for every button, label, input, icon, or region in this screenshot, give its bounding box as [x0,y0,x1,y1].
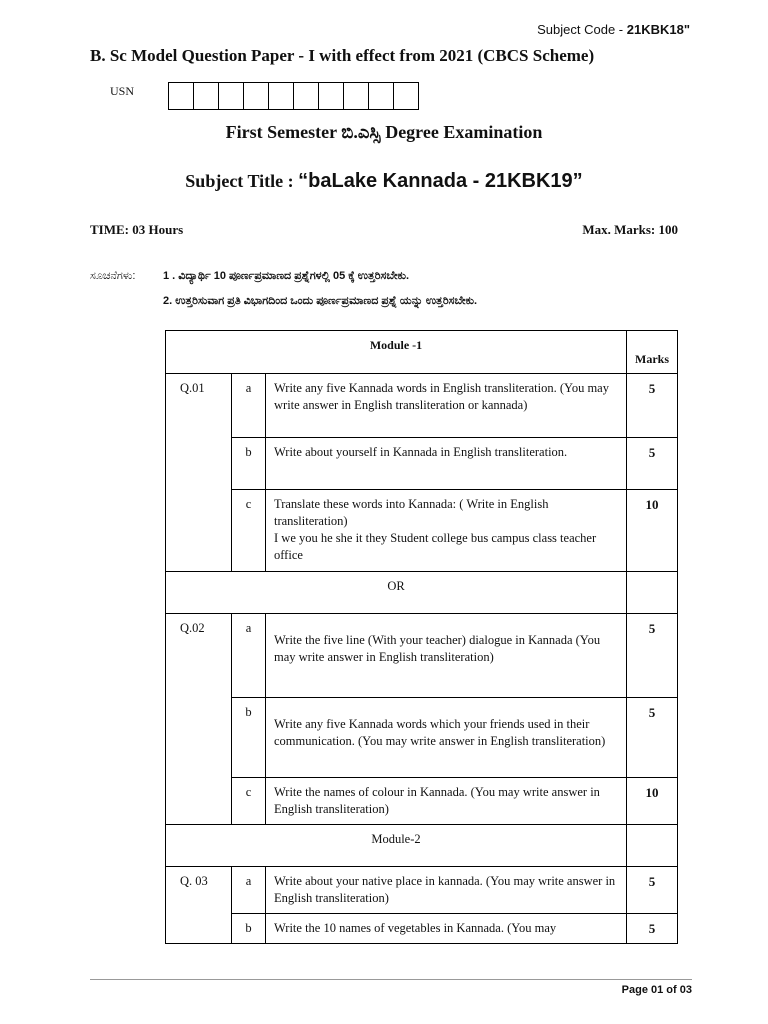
table-row [166,614,678,698]
subject-title-label: Subject Title : [185,171,299,191]
subject-code-label: Subject Code - [537,22,627,37]
question-number: Q.02 [166,614,232,825]
usn-box [294,83,319,109]
sub-question-letter: c [232,490,266,572]
question-text: Write any five Kannada words in English transliteration. (You may write answer in English transliteration or kannada) [266,374,627,438]
instruction-line-2: 2. ಉತ್ತರಿಸುವಾಗ ಪ್ರತಿ ವಿಭಾಗದಿಂದ ಒಂದು ಪೂರ್ಣಪ್ರಮಾಣದ ಪ್ರಶ್ನೆ ಯನ್ನು ಉತ್ತರಿಸಬೇಕು. [163,295,478,307]
sub-question-letter: c [232,778,266,825]
usn-box [394,83,418,109]
question-number: Q. 03 [166,866,232,943]
usn-box [169,83,194,109]
sub-question-letter: a [232,614,266,698]
question-marks: 10 [627,490,678,572]
table-row [166,866,678,913]
table-row [166,374,678,438]
usn-box [319,83,344,109]
table-row [166,778,678,825]
usn-boxes [168,82,419,110]
question-table [165,330,678,944]
table-row [166,438,678,490]
subject-title [0,170,768,193]
empty-cell [627,824,678,866]
sub-question-letter: b [232,438,266,490]
sub-question-letter: a [232,374,266,438]
paper-title: B. Sc Model Question Paper - I with effect from 2021 (CBCS Scheme) [90,46,595,65]
question-text-line: Translate these words into Kannada: ( Write in English transliteration) [274,497,549,528]
table-header-row [166,331,678,374]
question-text: Write about yourself in Kannada in English transliteration. [266,438,627,490]
question-marks: 5 [627,614,678,698]
exam-title: First Semester ಬಿ.ಎಸ್ಸಿ Degree Examination [225,122,543,142]
marks-header: Marks [627,331,678,374]
or-row [166,572,678,614]
usn-box [244,83,269,109]
subject-code [537,22,690,37]
question-text-line: I we you he she it they Student college bus campus class teacher office [274,530,597,562]
question-text: Write about your native place in kannada. (You may write answer in English transliteration) [266,866,627,913]
usn-label: USN [110,84,135,98]
instructions-label: ಸೂಚನೆಗಳು: [90,270,136,282]
page-number: Page 01 of 03 [621,984,692,996]
table-row [166,698,678,778]
question-marks: 5 [627,374,678,438]
question-text: Write any five Kannada words which your friends used in their communication. (You may write answer in English transliteration) [266,698,627,778]
module-2-header: Module-2 [166,824,627,866]
module-1-header: Module -1 [166,331,627,374]
table-row [166,913,678,944]
subject-code-value: 21KBK18" [626,22,690,37]
question-marks: 5 [627,438,678,490]
question-marks: 5 [627,698,678,778]
question-text: Write the names of colour in Kannada. (You may write answer in English transliteration) [266,778,627,825]
sub-question-letter: b [232,698,266,778]
max-marks: Max. Marks: 100 [582,222,678,237]
sub-question-letter: b [232,913,266,944]
question-number: Q.01 [166,374,232,572]
usn-box [194,83,219,109]
subject-title-value: “baLake Kannada - 21KBK19” [298,170,583,192]
module-2-row [166,824,678,866]
usn-box [344,83,369,109]
question-marks: 5 [627,913,678,944]
question-marks: 10 [627,778,678,825]
footer-divider [90,979,692,980]
question-text: Write the five line (With your teacher) dialogue in Kannada (You may write answer in English transliteration) [266,614,627,698]
empty-cell [627,572,678,614]
usn-box [369,83,394,109]
exam-time: TIME: 03 Hours [90,222,184,237]
question-marks: 5 [627,866,678,913]
usn-box [269,83,294,109]
table-row [166,490,678,572]
or-separator: OR [166,572,627,614]
usn-box [219,83,244,109]
question-text: Write the 10 names of vegetables in Kannada. (You may [266,913,627,944]
question-text [266,490,627,572]
sub-question-letter: a [232,866,266,913]
instruction-line-1: 1 . ವಿದ್ಯಾರ್ಥಿ 10 ಪೂರ್ಣಪ್ರಮಾಣದ ಪ್ರಶ್ನೆಗಳಲ್ಲಿ 05 ಕ್ಕೆ ಉತ್ತರಿಸಬೇಕು. [163,270,410,282]
